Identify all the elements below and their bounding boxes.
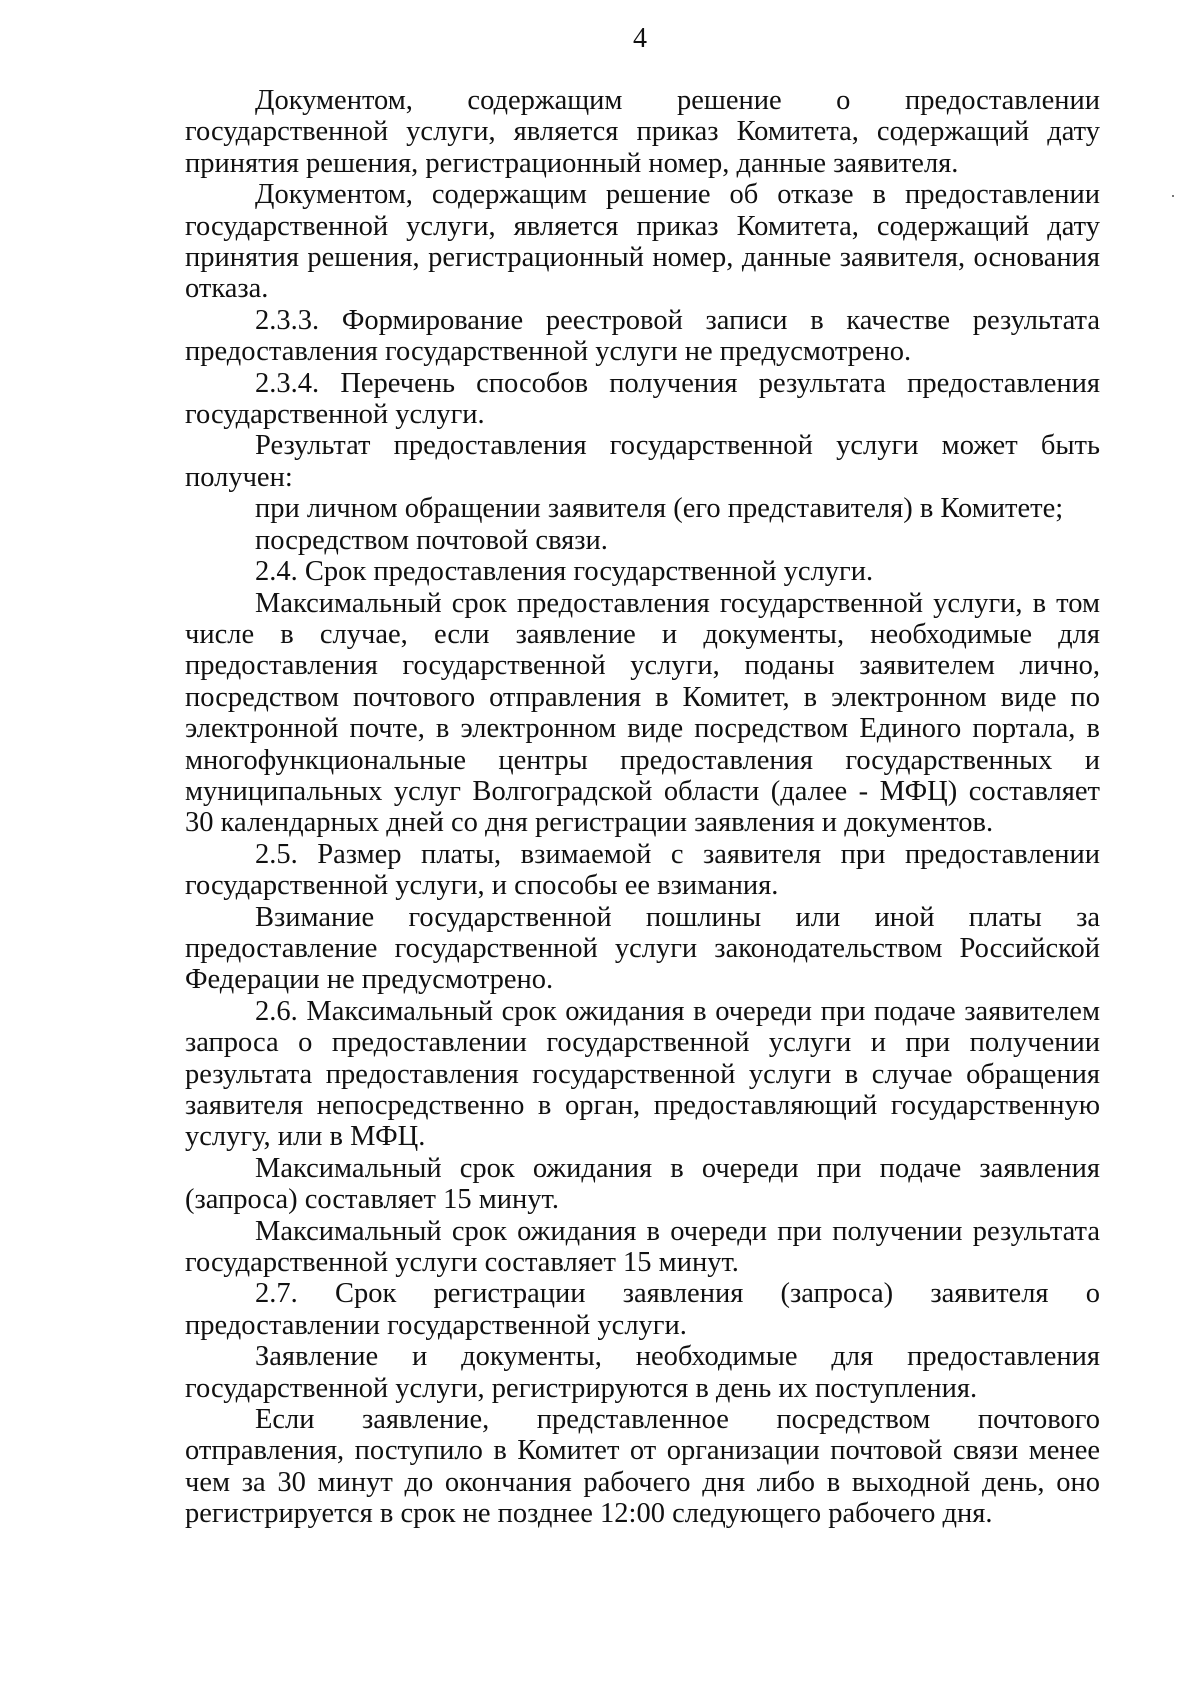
paragraph-2-6: 2.6. Максимальный срок ожидания в очереди при подаче заявителем запроса о предоставлении государственной услуги и при получении результата предоставления государственной услуги в случае обращения заявителя непосредственно в орган, предоставляющий государственную услугу, или в МФЦ. [185,995,1100,1153]
paragraph-result-receipt: Результат предоставления государственной услуги может быть получен: [185,430,1100,493]
paragraph-max-term: Максимальный срок предоставления государственной услуги, в том числе в случае, если заявление и документы, необходимые для предоставления государственной услуги, поданы заявителем лично, посредством почтового отправления в Комитет, в электронном виде по электронной почте, в электронном виде посредством Единого портала, в многофункциональные центры предоставления государственных и муниципальных услуг Волгоградской области (далее - МФЦ) составляет 30 календарных дней со дня регистрации заявления и документов. [185,587,1100,839]
paragraph-refusal-document: Документом, содержащим решение об отказе в предоставлении государственной услуги, является приказ Комитета, содержащий дату принятия решения, регистрационный номер, данные заявителя, основания отказа. [185,179,1100,305]
paragraph-registration-day: Заявление и документы, необходимые для предоставления государственной услуги, регистрируются в день их поступления. [185,1341,1100,1404]
paragraph-approval-document: Документом, содержащим решение о предоставлении государственной услуги, является приказ Комитета, содержащий дату принятия решения, регистрационный номер, данные заявителя. [185,85,1100,179]
paragraph-fee: Взимание государственной пошлины или иной платы за предоставление государственной услуги законодательством Российской Федерации не предусмотрено. [185,901,1100,996]
paragraph-2-5: 2.5. Размер платы, взимаемой с заявителя при предоставлении государственной услуги, и способы ее взимания. [185,838,1100,902]
paragraph-queue-submit: Максимальный срок ожидания в очереди при подаче заявления (запроса) составляет 15 минут. [185,1152,1100,1216]
scan-dot [1172,195,1174,197]
paragraph-2-7: 2.7. Срок регистрации заявления (запроса) заявителя о предоставлении государственной услуги. [185,1278,1100,1341]
paragraph-2-3-3: 2.3.3. Формирование реестровой записи в качестве результата предоставления государственной услуги не предусмотрено. [185,304,1100,368]
paragraph-postal: посредством почтовой связи. [255,524,608,556]
paragraph-postal-late: Если заявление, представленное посредством почтового отправления, поступило в Комитет от организации почтовой связи менее чем за 30 минут до окончания рабочего дня либо в выходной день, оно регистрируется в срок не позднее 12:00 следующего рабочего дня. [185,1404,1100,1530]
paragraph-queue-result: Максимальный срок ожидания в очереди при получении результата государственной услуги составляет 15 минут. [185,1215,1100,1279]
page-number: 4 [633,23,647,54]
paragraph-2-4: 2.4. Срок предоставления государственной услуги. [255,556,874,588]
paragraph-personal-visit: при личном обращении заявителя (его представителя) в Комитете; [255,493,1064,525]
document-body [185,85,1100,1530]
paragraph-2-3-4: 2.3.4. Перечень способов получения результата предоставления государственной услуги. [185,367,1100,431]
